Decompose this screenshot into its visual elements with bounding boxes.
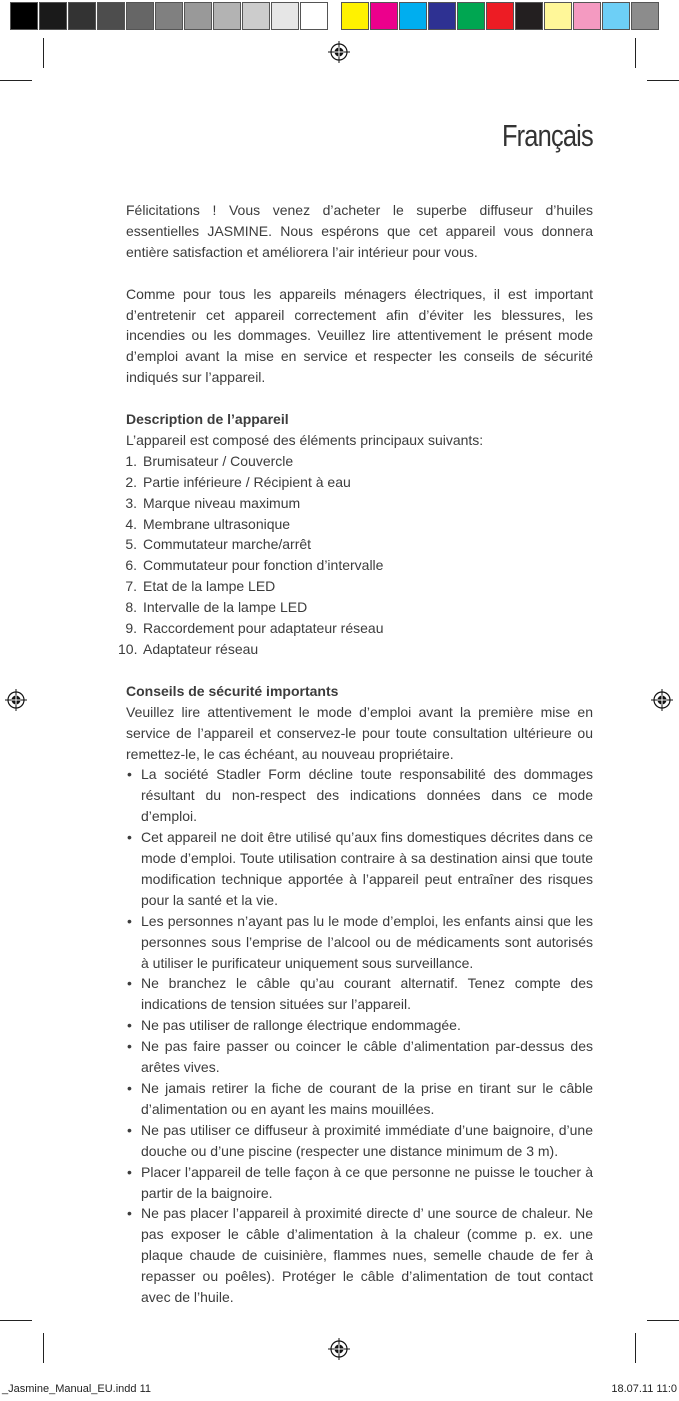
color-swatch — [341, 2, 369, 30]
crop-mark-bottom-right-v — [635, 1333, 636, 1363]
list-item — [126, 555, 593, 576]
crop-mark-top-right-v — [635, 38, 636, 68]
crop-mark-bottom-left-v — [43, 1333, 44, 1363]
gray-swatch — [242, 2, 270, 30]
gray-swatch — [300, 2, 328, 30]
list-item — [126, 514, 593, 535]
safety-bullet: • Placer l’appareil de telle façon à ce que personne ne puisse le toucher à partir de la baignoire. — [126, 1162, 593, 1204]
safety-bullet: • Ne pas utiliser ce diffuseur à proximité immédiate d’une baignoire, d’une douche ou d’une piscine (respecter une distance minimum de 3 m). — [126, 1120, 593, 1162]
crop-mark-bottom-right-h — [647, 1320, 679, 1321]
gray-swatch — [155, 2, 183, 30]
parts-list — [118, 451, 593, 660]
gray-swatch — [39, 2, 67, 30]
color-swatch — [457, 2, 485, 30]
color-calibration-bar — [10, 2, 660, 30]
color-swatch — [515, 2, 543, 30]
gray-swatch — [126, 2, 154, 30]
page-title: Français — [502, 118, 593, 153]
intro-paragraph: Comme pour tous les appareils ménagers électriques, il est important d’entretenir cet appareil correctement afin d’éviter les blessures, les incendies ou les dommages. Veuillez lire attentivement le présent mode d’emploi avant la mise en service et respecter les conseils de sécurité indiqués sur l’appareil. — [126, 285, 593, 386]
safety-bullet: • Cet appareil ne doit être utilisé qu’aux fins domestiques décrites dans ce mode d’emploi. Toute utilisation contraire à sa destination ainsi que toute modification technique apportée à l’appareil peut entraîner des risques pour la santé et la vie. — [126, 827, 593, 911]
color-swatch — [544, 2, 572, 30]
description-heading: Description de l’appareil — [126, 411, 289, 428]
list-item — [126, 472, 593, 493]
list-item-text: Brumisateur / Couvercle — [143, 452, 294, 469]
gray-swatch — [184, 2, 212, 30]
list-item-text: Commutateur marche/arrêt — [143, 536, 312, 553]
color-swatch — [399, 2, 427, 30]
list-item-text: Partie inférieure / Récipient à eau — [143, 473, 351, 490]
registration-mark-bottom-icon — [328, 1338, 350, 1360]
color-swatch — [631, 2, 659, 30]
list-item-number: 4. — [125, 515, 137, 532]
list-item — [126, 451, 593, 472]
color-swatch — [370, 2, 398, 30]
list-item-text: Marque niveau maximum — [143, 494, 301, 511]
gray-swatch — [97, 2, 125, 30]
list-item-number: 8. — [125, 599, 137, 616]
list-item-number: 9. — [125, 620, 137, 637]
color-swatch — [602, 2, 630, 30]
manual-content — [118, 200, 593, 1308]
list-item-text: Membrane ultrasonique — [143, 515, 291, 532]
list-item-text: Raccordement pour adaptateur réseau — [143, 620, 384, 637]
registration-mark-right-icon — [651, 689, 673, 711]
safety-lead: Veuillez lire attentivement le mode d’emploi avant la première mise en service de l’appareil et conservez-le pour toute consultation ultérieure ou remettez-le, le cas échéant, au nouveau propriétaire. — [126, 703, 593, 762]
safety-bullet: • La société Stadler Form décline toute responsabilité des dommages résultant du non-respect des indications données dans ce mode d’emploi. — [126, 764, 593, 827]
list-item-number: 10. — [118, 641, 138, 657]
list-item-text: Intervalle de la lampe LED — [143, 599, 308, 616]
safety-bullet: • Ne jamais retirer la fiche de courant de la prise en tirant sur le câble d’alimentation ou en ayant les mains mouillées. — [126, 1078, 593, 1120]
crop-mark-bottom-left-h — [0, 1320, 32, 1321]
list-item-text: Adaptateur réseau — [143, 641, 259, 657]
list-item-number: 1. — [125, 452, 137, 469]
list-item-text: Etat de la lampe LED — [143, 578, 276, 595]
registration-mark-left-icon — [5, 689, 27, 711]
list-item — [126, 534, 593, 555]
registration-mark-top-icon — [328, 41, 350, 63]
color-swatch — [573, 2, 601, 30]
list-item — [118, 639, 593, 660]
list-item-text: Commutateur pour fonction d’intervalle — [143, 557, 384, 574]
crop-mark-top-left-v — [43, 38, 44, 68]
list-item-number: 5. — [125, 536, 137, 553]
list-item — [126, 597, 593, 618]
safety-bullet: • Ne pas placer l’appareil à proximité directe d’ une source de chaleur. Ne pas exposer le câble d’alimentation à la chaleur (comme p. ex. une plaque chaude de cuisinière, flammes nues, semelle chaude de fer à repasser ou poêles). Protéger le câble d’alimentation de tout contact avec de l’huile. — [126, 1203, 593, 1308]
crop-mark-top-right-h — [647, 80, 679, 81]
list-item — [126, 576, 593, 597]
intro-paragraph: Félicitations ! Vous venez d’acheter le superbe diffuseur d’huiles essentielles JASMINE. Nous espérons que cet appareil vous donnera entière satisfaction et améliorera l’air intérieur pour vous. — [126, 202, 593, 260]
color-swatch — [428, 2, 456, 30]
safety-bullet: • Ne pas utiliser de rallonge électrique endommagée. — [126, 1015, 593, 1036]
footer-date: 18.07.11 11:0 — [611, 1383, 677, 1395]
list-item — [126, 618, 593, 639]
color-swatch — [486, 2, 514, 30]
description-lead: L’appareil est composé des éléments principaux suivants: — [126, 431, 484, 448]
safety-list — [126, 764, 593, 1308]
gray-swatch — [271, 2, 299, 30]
list-item-number: 7. — [125, 578, 137, 595]
footer-file-name: _Jasmine_Manual_EU.indd 11 — [2, 1383, 151, 1395]
list-item-number: 2. — [125, 473, 137, 490]
list-item — [126, 493, 593, 514]
gray-swatch — [10, 2, 38, 30]
list-item-number: 6. — [125, 557, 137, 574]
list-item-number: 3. — [125, 494, 137, 511]
safety-bullet: • Ne pas faire passer ou coincer le câble d’alimentation par-dessus des arêtes vives. — [126, 1036, 593, 1078]
crop-mark-top-left-h — [0, 80, 32, 81]
gray-swatch — [213, 2, 241, 30]
gray-swatch — [68, 2, 96, 30]
safety-heading: Conseils de sécurité importants — [126, 682, 339, 699]
safety-bullet: • Les personnes n’ayant pas lu le mode d’emploi, les enfants ainsi que les personnes sous l’emprise de l’alcool ou de médicaments sont autorisés à utiliser le purificateur uniquement sous surveillance. — [126, 911, 593, 974]
safety-bullet: • Ne branchez le câble qu’au courant alternatif. Tenez compte des indications de tension situées sur l’appareil. — [126, 973, 593, 1015]
